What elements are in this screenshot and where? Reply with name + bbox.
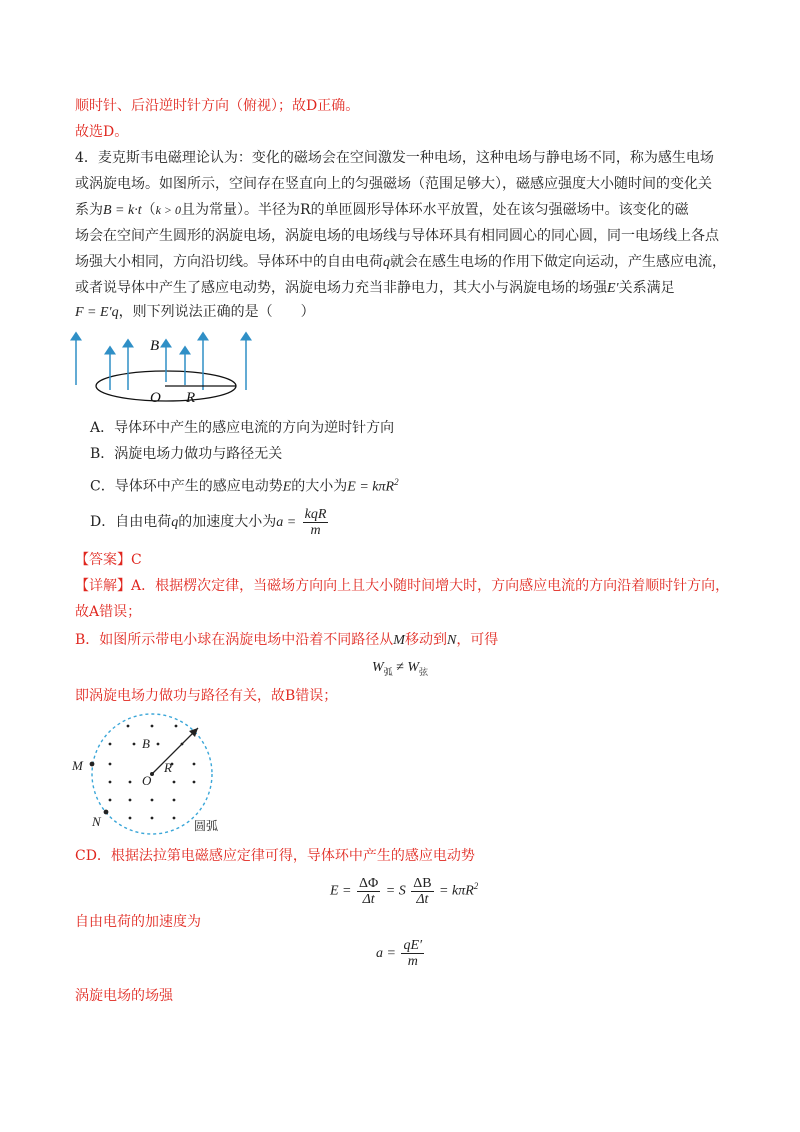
question-line-4: 场会在空间产生圆形的涡旋电场，涡旋电场的电场线与导体环具有相同圆心的同心圆，同一电场线上各点 [75,228,719,244]
label-arc: 圆弧 [194,819,219,833]
label-R: R [186,390,196,406]
detail-line-6: 自由电荷的加速度为 [75,914,201,930]
detail-line-2: 故A错误； [75,604,142,620]
option-A: A．导体环中产生的感应电流的方向为逆时针方向 [90,420,395,436]
detail-line-1: 【详解】A．根据楞次定律，当磁场方向向上且大小随时间增大时，方向感应电流的方向沿着顺时针方向， [75,578,730,594]
question-line-6: 或者说导体中产生了感应电动势，涡旋电场力充当非静电力，其大小与涡旋电场的场强E′关系满足 [75,280,675,296]
question-line-1: 4．麦克斯韦电磁理论认为：变化的磁场会在空间激发一种电场，这种电场与静电场不同，称为感生电场 [75,150,714,166]
option-B: B．涡旋电场力做功与路径无关 [90,446,283,462]
equation-acceleration: a = $\frac{qE'}{m}$ [376,938,423,970]
question-line-7: F = E′q，则下列说法正确的是（ ） [75,304,315,320]
answer-label: 【答案】C [75,552,142,568]
vortex-field-figure [70,710,250,840]
formula-F-Eq: F = E′q [75,305,119,320]
label-R2: R [164,760,172,775]
label-B2: B [142,736,150,751]
question-line-5: 场强大小相同，方向沿切线。导体环中的自由电荷q就会在感生电场的作用下做定向运动，产生感应电流， [75,254,726,270]
label-N: N [92,814,101,829]
label-B: B [150,338,160,354]
detail-line-5: CD．根据法拉第电磁感应定律可得，导体环中产生的感应电动势 [75,848,475,864]
option-D: D．自由电荷q的加速度大小为a = $\frac{\text{kqR}}{m}$ [90,506,327,538]
label-O: O [150,390,161,406]
equation-work-unequal: $W_弧 \ne W_弦$ [372,660,429,677]
prev-line-2: 故选D。 [75,124,129,140]
prev-line-1: 顺时针、后沿逆时针方向（俯视）；故D正确。 [75,98,360,114]
question-line-2: 或涡旋电场。如图所示，空间存在竖直向上的匀强磁场（范围足够大），磁感应强度大小随时间的变化关 [75,176,712,192]
option-C: C．导体环中产生的感应电动势E的大小为E = kπR$^2$ [90,477,399,495]
label-M: M [72,758,83,773]
formula-B-kt: B = k·t [103,203,142,218]
detail-line-7: 涡旋电场的场强 [75,988,173,1004]
detail-line-3: B．如图所示带电小球在涡旋电场中沿着不同路径从M移动到N，可得 [75,632,499,648]
label-O2: O [142,773,152,788]
equation-emf: E = $\frac{\Delta\Phi}{\Delta t}$ = S $\frac{\Delta B}{\Delta t}$ = kπR$^2$ [330,875,479,907]
field-ring-figure [70,330,270,410]
question-line-3: 系为B = k·t（k > 0且为常量）。半径为R的单匝圆形导体环水平放置，处在该匀强磁场中。该变化的磁 [75,202,689,218]
detail-line-4: 即涡旋电场力做功与路径有关，故B错误； [75,688,338,704]
